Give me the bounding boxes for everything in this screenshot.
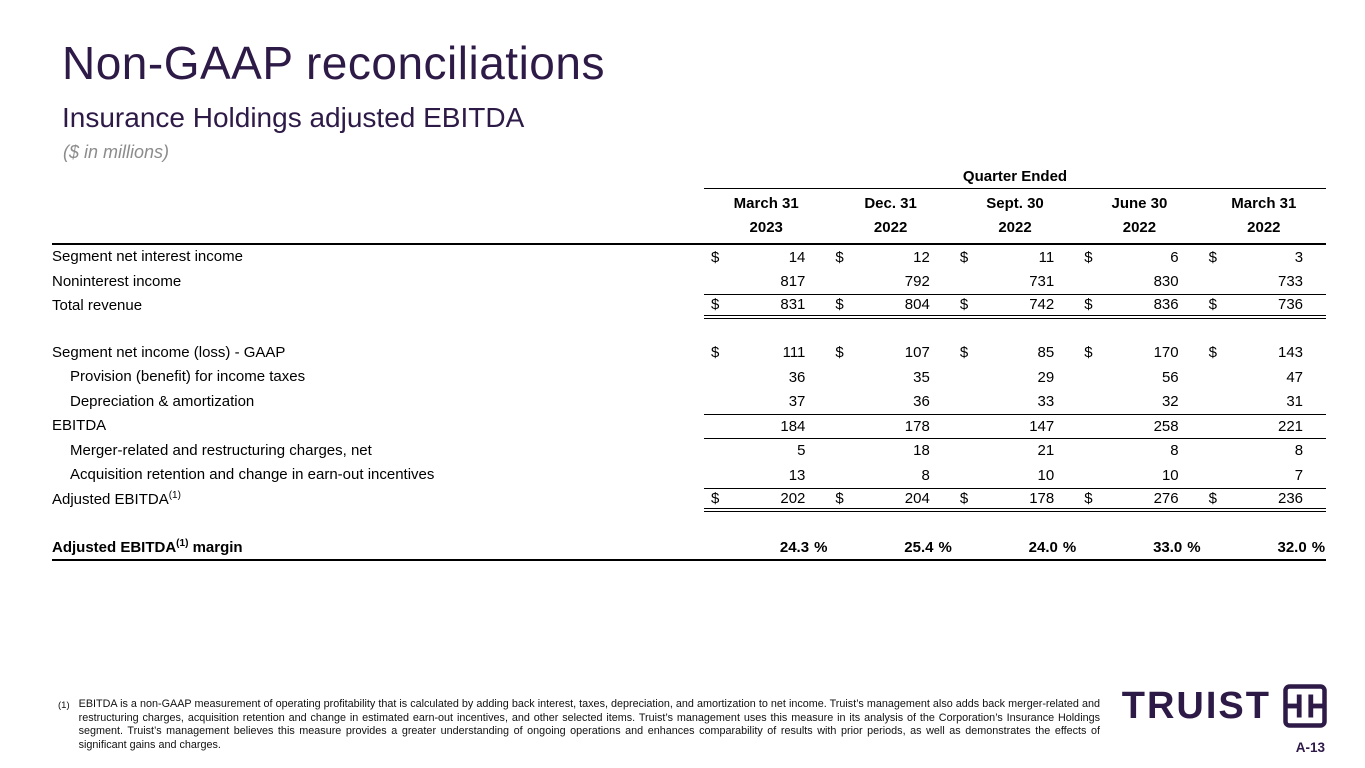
- currency-symbol: $: [959, 489, 969, 507]
- row-label: Adjusted EBITDA$^{(1)}$ margin: [52, 538, 243, 556]
- cell-value: 24.3 %: [779, 539, 828, 556]
- currency-symbol: $: [835, 296, 844, 314]
- empty-label-cell: [52, 189, 704, 243]
- footnote-reference: (1): [176, 538, 189, 549]
- cell-value: 178: [1029, 489, 1055, 507]
- cell-value: 804: [904, 296, 930, 314]
- table-cell: [1077, 295, 1201, 315]
- row-spacer: [52, 512, 1326, 536]
- footnote-marker: (1): [58, 700, 70, 711]
- row-label: Segment net income (loss) - GAAP: [52, 343, 286, 361]
- currency-symbol: $: [711, 344, 720, 362]
- column-period: June 30: [1111, 195, 1168, 212]
- currency-symbol: $: [1084, 344, 1093, 362]
- percent-sign: %: [1311, 539, 1326, 556]
- table-cell: [704, 270, 828, 295]
- footnote-reference: (1): [168, 489, 181, 501]
- cell-value: 32: [1161, 393, 1179, 411]
- column-header-row: [52, 189, 1326, 245]
- percent-sign: %: [938, 539, 952, 556]
- currency-symbol: $: [1208, 489, 1217, 507]
- table-cell: [828, 390, 952, 415]
- row-label: Merger-related and restructuring charges, net: [70, 441, 372, 459]
- cell-value: 258: [1153, 417, 1179, 435]
- table-cell: [1202, 489, 1326, 509]
- cell-value: 31: [1286, 393, 1304, 411]
- cell-value: 184: [780, 417, 806, 435]
- currency-symbol: $: [835, 489, 844, 507]
- row-label: Acquisition retention and change in earn-out incentives: [70, 466, 435, 483]
- table-cell: [1202, 415, 1326, 438]
- currency-symbol: $: [1084, 248, 1093, 266]
- table-cell: [828, 245, 952, 270]
- cell-value: 37: [788, 393, 806, 411]
- currency-symbol: $: [711, 248, 720, 266]
- cell-value: 170: [1153, 344, 1179, 362]
- table-cell: [828, 341, 952, 366]
- table-cell: [704, 536, 828, 559]
- currency-symbol: $: [711, 489, 720, 507]
- column-period: March 31: [1231, 195, 1297, 212]
- percent-sign: %: [1062, 539, 1077, 556]
- cell-value: 736: [1278, 296, 1304, 314]
- cell-value: 5: [797, 442, 806, 460]
- table-row: [52, 245, 1326, 270]
- cell-value: 202: [780, 489, 806, 507]
- cell-value: 276: [1153, 489, 1179, 507]
- row-label: Total revenue: [52, 297, 143, 314]
- table-row: [52, 365, 1326, 390]
- cell-value: 18: [913, 442, 930, 460]
- table-row-adjusted-ebitda: [52, 488, 1326, 513]
- table-cell: [953, 463, 1077, 488]
- table-cell: [1077, 463, 1201, 488]
- table-cell: [704, 365, 828, 390]
- cell-value: 178: [904, 417, 930, 435]
- reconciliation-table: [52, 167, 1326, 561]
- units-note: ($ in millions): [63, 142, 170, 162]
- table-cell: [828, 489, 952, 509]
- cell-value: 29: [1037, 368, 1055, 386]
- table-cell: [1202, 295, 1326, 315]
- table-cell: [953, 415, 1077, 438]
- cell-value: 836: [1153, 296, 1179, 314]
- cell-value: 817: [780, 273, 806, 291]
- cell-value: 12: [913, 248, 930, 266]
- cell-value: 36: [913, 393, 930, 411]
- table-row-total-revenue: [52, 294, 1326, 319]
- column-header: [953, 192, 1077, 239]
- cell-value: 14: [788, 248, 806, 266]
- cell-value: 35: [913, 368, 930, 386]
- table-cell: [1202, 439, 1326, 464]
- table-row: [52, 439, 1326, 464]
- cell-value: 25.4 %: [904, 539, 952, 556]
- table-cell: [828, 439, 952, 464]
- cell-value: 56: [1161, 368, 1179, 386]
- cell-value: 147: [1029, 417, 1055, 435]
- cell-value: 221: [1278, 417, 1304, 435]
- row-label: Depreciation & amortization: [70, 392, 255, 410]
- cell-value: 33.0 %: [1153, 539, 1201, 556]
- currency-symbol: $: [959, 296, 969, 314]
- cell-value: 36: [788, 368, 806, 386]
- table-cell: [704, 341, 828, 366]
- column-period: Dec. 31: [864, 195, 917, 212]
- table-row: [52, 270, 1326, 295]
- column-year: 2022: [1247, 218, 1281, 236]
- currency-symbol: $: [835, 248, 844, 266]
- slide-subtitle: Insurance Holdings adjusted EBITDA: [62, 102, 525, 133]
- table-cell: [953, 390, 1077, 415]
- table-cell: [828, 270, 952, 295]
- truist-logo-mark-icon: [1283, 684, 1327, 728]
- cell-value: 8: [1294, 442, 1304, 460]
- table-cell: [828, 365, 952, 390]
- cell-value: 742: [1029, 296, 1055, 314]
- cell-value: 204: [904, 489, 930, 507]
- table-row-ebitda: [52, 414, 1326, 439]
- cell-value: 7: [1294, 466, 1304, 484]
- cell-value: 792: [904, 273, 930, 291]
- cell-value: 111: [782, 344, 806, 362]
- table-cell: [953, 489, 1077, 509]
- table-cell: [1077, 245, 1201, 270]
- table-cell: [953, 536, 1077, 559]
- cell-value: 107: [904, 344, 930, 362]
- cell-value: 8: [921, 466, 930, 484]
- table-cell: [1202, 245, 1326, 270]
- cell-value: 33: [1037, 393, 1055, 411]
- table-cell: [828, 463, 952, 488]
- percent-sign: %: [1187, 539, 1201, 556]
- cell-value: 11: [1038, 248, 1055, 266]
- cell-value: 3: [1294, 248, 1304, 266]
- table-cell: [1077, 270, 1201, 295]
- table-cell: [704, 415, 828, 438]
- group-header-text: Quarter Ended: [962, 168, 1068, 185]
- cell-value: 8: [1170, 442, 1179, 460]
- cell-value: 143: [1278, 344, 1304, 362]
- cell-value: 10: [1037, 466, 1055, 484]
- column-header: [1077, 192, 1201, 239]
- table-cell: [704, 463, 828, 488]
- table-cell: [704, 295, 828, 315]
- table-cell: [953, 439, 1077, 464]
- cell-value: 47: [1286, 368, 1304, 386]
- cell-value: 731: [1029, 273, 1055, 291]
- cell-value: 6: [1170, 248, 1179, 266]
- truist-logo: [1122, 684, 1327, 728]
- truist-wordmark: TRUIST: [1121, 685, 1271, 727]
- column-header: [828, 192, 952, 239]
- table-cell: [1077, 536, 1201, 559]
- empty-label-cell: [52, 167, 704, 189]
- table-cell: [1077, 489, 1201, 509]
- table-cell: [704, 390, 828, 415]
- column-year: 2022: [873, 218, 908, 236]
- table-cell: [828, 295, 952, 315]
- currency-symbol: $: [959, 344, 969, 362]
- table-cell: [953, 245, 1077, 270]
- group-header: [704, 167, 1326, 189]
- table-cell: [1077, 341, 1201, 366]
- table-cell: [1202, 270, 1326, 295]
- cell-value: 13: [788, 466, 806, 484]
- table-cell: [704, 439, 828, 464]
- table-cell: [1202, 365, 1326, 390]
- column-header: [1202, 192, 1326, 239]
- cell-value: 830: [1153, 273, 1179, 291]
- column-year: 2022: [998, 218, 1032, 236]
- table-cell: [1077, 439, 1201, 464]
- table-cell: [1202, 390, 1326, 415]
- currency-symbol: $: [711, 296, 720, 314]
- cell-value: 733: [1278, 273, 1304, 291]
- cell-value: 32.0 %: [1277, 539, 1326, 556]
- column-year: 2023: [749, 218, 783, 236]
- percent-sign: %: [814, 539, 828, 556]
- row-label: Provision (benefit) for income taxes: [70, 368, 306, 385]
- row-label: Segment net interest income: [52, 248, 243, 265]
- table-cell: [1077, 365, 1201, 390]
- table-cell: [953, 270, 1077, 295]
- column-period: Sept. 30: [986, 195, 1044, 212]
- row-label: Adjusted EBITDA$^{(1)}$: [52, 489, 181, 508]
- table-cell: [953, 341, 1077, 366]
- table-cell: [704, 489, 828, 509]
- cell-value: 236: [1278, 489, 1304, 507]
- currency-symbol: $: [835, 344, 844, 362]
- footnote-text: EBITDA is a non-GAAP measurement of operating profitability that is calculated by adding back interest, taxes, depreciation, and amortization to net income. Truist’s management also adds back merger-related and restructuring charges, acquisition retention and change in estimated earn-out incentives, and other selected items. Truist’s management uses this measure in its analysis of the Corporation’s Insurance Holdings segment. Truist’s management believes this measure provides a greater understanding of ongoing operations and enhances comparability of results with prior periods, as well as demonstrates the effects of significant gains and charges.: [78, 698, 1100, 751]
- cell-value: 24.0 %: [1028, 539, 1077, 556]
- table-cell: [828, 536, 952, 559]
- table-cell: [828, 415, 952, 438]
- currency-symbol: $: [1208, 248, 1217, 266]
- table-row: [52, 463, 1326, 488]
- group-header-row: [52, 167, 1326, 189]
- currency-symbol: $: [1208, 344, 1217, 362]
- row-label: EBITDA: [52, 417, 107, 434]
- slide-title: Non-GAAP reconciliations: [62, 37, 605, 89]
- cell-value: 21: [1037, 442, 1055, 460]
- row-label: Noninterest income: [52, 272, 182, 290]
- table-cell: [1077, 390, 1201, 415]
- column-year: 2022: [1122, 218, 1157, 236]
- column-header: [704, 192, 828, 239]
- cell-value: 10: [1161, 466, 1179, 484]
- table-cell: [953, 295, 1077, 315]
- table-cell: [704, 245, 828, 270]
- currency-symbol: $: [1084, 489, 1093, 507]
- row-spacer: [52, 319, 1326, 341]
- table-row: [52, 341, 1326, 366]
- table-cell: [1202, 536, 1326, 559]
- footnote: [58, 698, 1100, 752]
- table-row-adjusted-ebitda-margin: [52, 536, 1326, 561]
- cell-value: 85: [1037, 344, 1055, 362]
- currency-symbol: $: [1208, 296, 1217, 314]
- table-cell: [953, 365, 1077, 390]
- cell-value: 831: [780, 296, 806, 314]
- table-cell: [1077, 415, 1201, 438]
- page-number: A-13: [1295, 740, 1325, 755]
- table-cell: [1202, 463, 1326, 488]
- table-row: [52, 390, 1326, 415]
- table-cell: [1202, 341, 1326, 366]
- column-period: March 31: [733, 195, 799, 212]
- currency-symbol: $: [959, 248, 969, 266]
- currency-symbol: $: [1084, 296, 1093, 314]
